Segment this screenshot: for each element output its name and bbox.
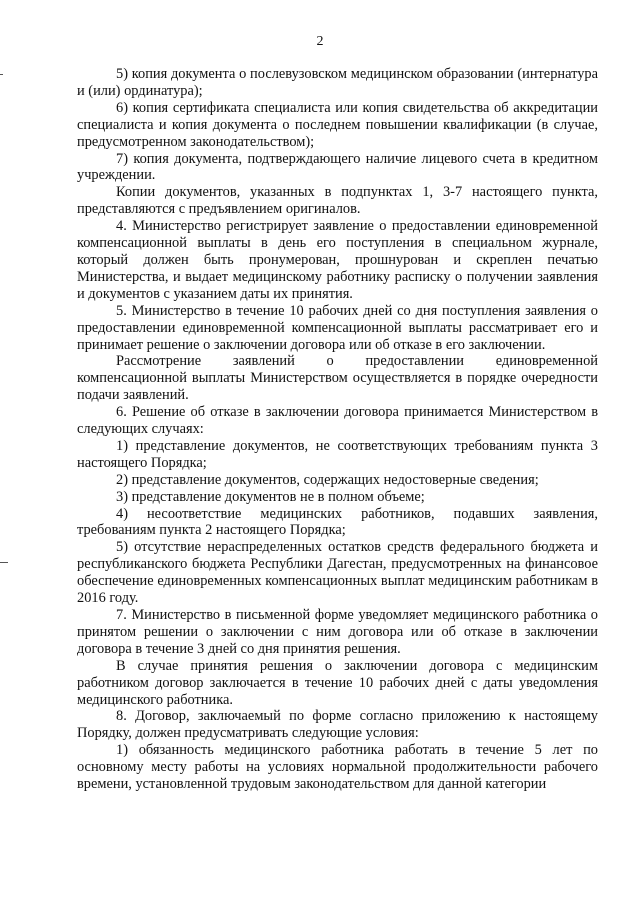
paragraph: В случае принятия решения о заключении договора с медицинским работником договор заключается в течение 10 рабочих дней с даты уведомления медицинского работника. bbox=[77, 657, 598, 708]
paragraph: 6) копия сертификата специалиста или копия свидетельства об аккредитации специалиста и копия документа о последнем повышении квалификации (в случае, предусмотренном законодательством); bbox=[77, 99, 598, 150]
paragraph: 2) представление документов, содержащих недостоверные сведения; bbox=[116, 471, 539, 488]
paragraph: 5. Министерство в течение 10 рабочих дней со дня поступления заявления о предоставлении единовременной компенсационной выплаты рассматривает его и принимает решение о заключении договора или об отказе в его заключении. bbox=[77, 302, 598, 353]
paragraph: 4) несоответствие медицинских работников, подавших заявления, требованиям пункта 2 настоящего Порядка; bbox=[77, 505, 598, 539]
paragraph: 7. Министерство в письменной форме уведомляет медицинского работника о принятом решении о заключении с ним договора или об отказе в заключении договора в течение 3 дней со дня принятия решения. bbox=[77, 607, 598, 657]
paragraph: 7) копия документа, подтверждающего наличие лицевого счета в кредитном учреждении. bbox=[77, 150, 598, 184]
paragraph: 6. Решение об отказе в заключении договора принимается Министерством в следующих случаях: bbox=[77, 404, 598, 438]
scan-margin-mark bbox=[0, 562, 8, 563]
page-number: 2 bbox=[316, 34, 324, 49]
paragraph: 1) представление документов, не соответствующих требованиям пункта 3 настоящего Порядка; bbox=[77, 437, 598, 471]
paragraph: 5) копия документа о послевузовском медицинском образовании (интернатура и (или) ординатура); bbox=[77, 66, 598, 99]
paragraph: 8. Договор, заключаемый по форме согласно приложению к настоящему Порядку, должен предусматривать следующие условия: bbox=[77, 708, 598, 742]
paragraph: 4. Министерство регистрирует заявление о предоставлении единовременной компенсационной выплаты в день его поступления в специальном журнале, который должен быть пронумерован, прошнурован и скреплен печатью Министерства, и выдает медицинскому работнику расписку о получении заявления и документов с указанием даты их принятия. bbox=[77, 218, 598, 302]
paragraph: Рассмотрение заявлений о предоставлении единовременной компенсационной выплаты Министерством осуществляется в порядке очередности подачи заявлений. bbox=[77, 353, 598, 404]
paragraph: 5) отсутствие нераспределенных остатков средств федерального бюджета и республиканского бюджета Республики Дагестан, предусмотренных на финансовое обеспечение единовременных компенсационных выплат медицинским работникам в 2016 году. bbox=[77, 539, 598, 607]
paragraph: Копии документов, указанных в подпунктах 1, 3-7 настоящего пункта, представляются с предъявлением оригиналов. bbox=[77, 184, 598, 218]
scan-margin-mark bbox=[0, 74, 3, 75]
document-body bbox=[77, 66, 598, 793]
paragraph: 1) обязанность медицинского работника работать в течение 5 лет по основному месту работы на условиях нормальной продолжительности рабочего времени, установленной трудовым законодательством для данной категории bbox=[77, 742, 598, 793]
paragraph: 3) представление документов не в полном объеме; bbox=[116, 488, 425, 505]
